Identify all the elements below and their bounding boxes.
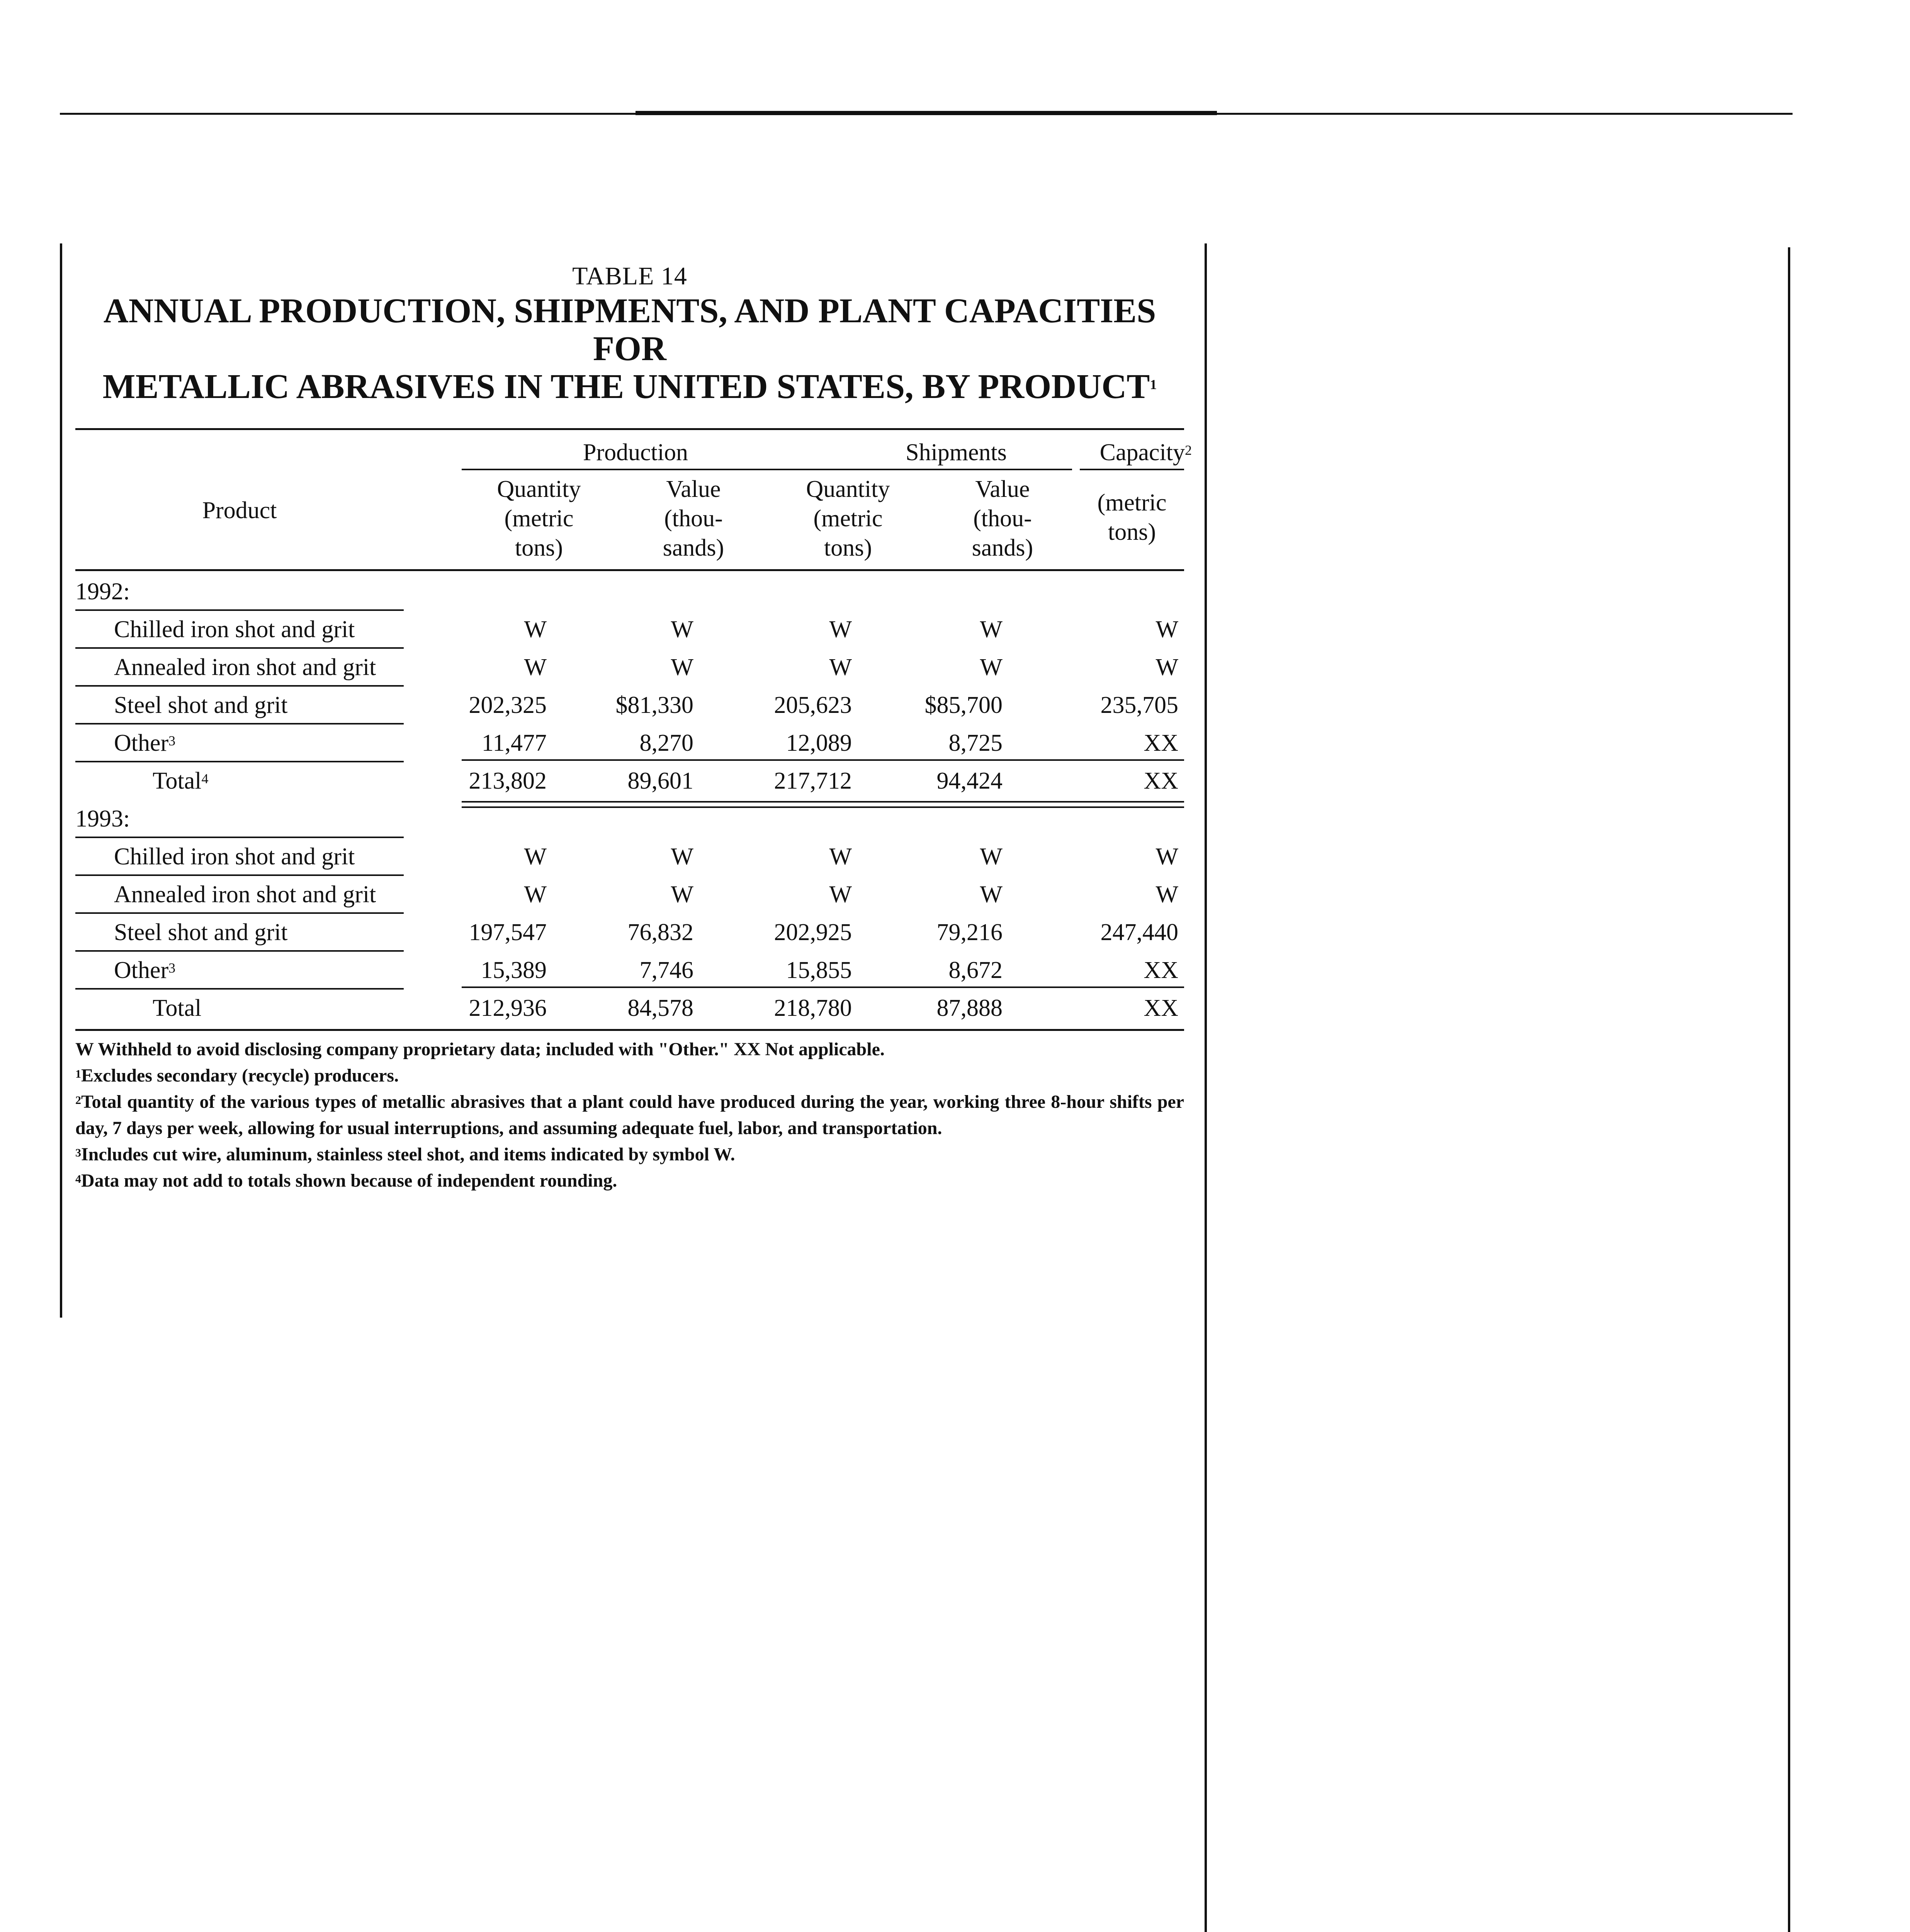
product-name-text: Other — [114, 957, 169, 983]
cell-cap: XX — [1144, 957, 1178, 983]
table-title-line2-text: METALLIC ABRASIVES IN THE UNITED STATES, BY PRODUCT — [102, 367, 1150, 406]
table-number: TABLE 14 — [572, 262, 687, 290]
middle-column-rule — [1205, 243, 1207, 1932]
subtotal-rule — [608, 759, 771, 761]
cell-pv: 76,832 — [627, 919, 693, 946]
cell-sv: 8,672 — [948, 957, 1003, 983]
subtotal-rule — [918, 986, 1080, 988]
table-block — [75, 262, 1192, 1194]
header-prod-value-l3: sands) — [663, 535, 724, 561]
row-rule — [75, 685, 404, 687]
header-prod-value-l2: (thou- — [664, 505, 723, 532]
cell-cap: 235,705 — [1100, 692, 1178, 718]
footnote-1-mark: 1 — [75, 1068, 81, 1080]
header-product: Product — [202, 497, 277, 524]
cell-pv: W — [671, 654, 693, 680]
cell-pv: 7,746 — [639, 957, 693, 983]
product-name-text: Annealed iron shot and grit — [114, 881, 376, 908]
header-ship-quantity-l1: Quantity — [806, 476, 890, 502]
row-rule — [75, 988, 404, 990]
product-name-text: Total — [153, 768, 202, 794]
footnote-1 — [75, 1063, 1184, 1089]
right-column-rule — [1788, 247, 1790, 1932]
cell-sv: $85,700 — [924, 692, 1003, 718]
cell-sq: W — [829, 881, 852, 908]
cell-sv: W — [980, 844, 1003, 870]
subtotal-rule — [608, 986, 771, 988]
cell-cap: XX — [1144, 768, 1178, 794]
footnote-4 — [75, 1168, 1184, 1194]
product-name — [114, 615, 355, 644]
total-double-rule — [608, 806, 771, 808]
cell-cap: W — [1156, 844, 1178, 870]
product-name — [114, 880, 376, 909]
subtotal-rule — [767, 759, 929, 761]
header-prod-value — [616, 474, 771, 563]
footnote-3-text: Includes cut wire, aluminum, stainless steel shot, and items indicated by symbol W. — [81, 1144, 735, 1165]
cell-pq: W — [524, 881, 547, 908]
subtotal-rule — [767, 986, 929, 988]
footnote-mark: 3 — [168, 733, 176, 748]
product-name-text: Other — [114, 730, 169, 756]
product-name-text: Chilled iron shot and grit — [114, 616, 355, 643]
footnote-2 — [75, 1089, 1184, 1141]
cell-cap: W — [1156, 616, 1178, 643]
header-prod-quantity-l2: (metric — [504, 505, 574, 532]
cell-pv: 89,601 — [627, 768, 693, 794]
footnotes — [75, 1036, 1184, 1194]
header-prod-value-l1: Value — [666, 476, 721, 502]
cell-sq: W — [829, 616, 852, 643]
product-name-text: Total — [153, 995, 202, 1021]
footnote-mark: 3 — [168, 960, 176, 976]
header-ship-value-l1: Value — [975, 476, 1030, 502]
header-capacity — [1060, 438, 1192, 467]
cell-sv: W — [980, 616, 1003, 643]
subtotal-rule — [918, 759, 1080, 761]
cell-pq: 202,325 — [469, 692, 547, 718]
capacity-footnote-mark: 2 — [1185, 442, 1192, 458]
product-name-text: Annealed iron shot and grit — [114, 654, 376, 680]
cell-cap: W — [1156, 654, 1178, 680]
table-title-line2 — [75, 368, 1184, 406]
header-prod-quantity-l3: tons) — [515, 535, 563, 561]
footnote-mark: 4 — [201, 771, 209, 786]
shipments-underline — [763, 469, 1072, 470]
total-label — [153, 766, 209, 796]
footnote-w: W Withheld to avoid disclosing company proprietary data; included with "Other." XX Not applicable. — [75, 1039, 885, 1060]
total-double-rule — [767, 806, 929, 808]
header-shipments: Shipments — [906, 439, 1007, 466]
header-ship-value-l3: sands) — [972, 535, 1033, 561]
row-rule — [75, 723, 404, 724]
row-rule — [75, 950, 404, 952]
header-capacity-l2: tons) — [1108, 519, 1156, 545]
header-capacity-l1: (metric — [1097, 490, 1167, 516]
product-name-text: Steel shot and grit — [114, 692, 288, 718]
year-label: 1993: — [75, 806, 130, 832]
table-title — [75, 292, 1184, 406]
cell-sq: 12,089 — [786, 730, 852, 756]
cell-pv: W — [671, 881, 693, 908]
total-double-rule — [462, 801, 624, 803]
cell-pq: W — [524, 616, 547, 643]
left-column-rule — [60, 243, 62, 1318]
cell-pv: W — [671, 844, 693, 870]
footnote-2-text: Total quantity of the various types of metallic abrasives that a plant could have produced during the year, working three 8-hour shifts per day, 7 days per week, allowing for usual interruptions, and assuming adequate fuel, labor, and transportation. — [75, 1092, 1184, 1138]
table-bottom-rule — [75, 1029, 1184, 1031]
row-rule — [75, 761, 404, 762]
total-double-rule — [1072, 806, 1184, 808]
cell-sq: 15,855 — [786, 957, 852, 983]
row-rule — [75, 609, 404, 611]
footnote-4-mark: 4 — [75, 1173, 81, 1185]
total-double-rule — [608, 801, 771, 803]
product-name — [114, 956, 175, 985]
cell-sv: 79,216 — [936, 919, 1003, 946]
cell-sv: 94,424 — [936, 768, 1003, 794]
cell-sq: W — [829, 844, 852, 870]
cell-sv: 8,725 — [948, 730, 1003, 756]
title-footnote-mark: 1 — [1150, 377, 1157, 392]
table-title-line1: ANNUAL PRODUCTION, SHIPMENTS, AND PLANT CAPACITIES FOR — [103, 292, 1156, 368]
footnote-3-mark: 3 — [75, 1146, 81, 1159]
cell-pv: 84,578 — [627, 995, 693, 1021]
subtotal-rule — [1072, 759, 1184, 761]
product-name — [114, 653, 376, 682]
subtotal-rule — [1072, 986, 1184, 988]
cell-pq: W — [524, 844, 547, 870]
cell-sv: W — [980, 881, 1003, 908]
row-rule — [75, 837, 404, 838]
cell-pq: 213,802 — [469, 768, 547, 794]
header-ship-quantity — [771, 474, 925, 563]
cell-pv: $81,330 — [615, 692, 693, 718]
footnote-2-mark: 2 — [75, 1094, 81, 1107]
total-double-rule — [918, 806, 1080, 808]
cell-cap: XX — [1144, 730, 1178, 756]
cell-pq: 11,477 — [481, 730, 547, 756]
footnote-1-text: Excludes secondary (recycle) producers. — [81, 1065, 399, 1086]
production-underline — [462, 469, 809, 470]
product-name — [114, 918, 287, 947]
subtotal-rule — [462, 986, 624, 988]
header-prod-quantity — [462, 474, 616, 563]
total-label — [153, 993, 202, 1023]
cell-cap: 247,440 — [1100, 919, 1178, 946]
cell-pv: 8,270 — [639, 730, 693, 756]
cell-pq: 15,389 — [481, 957, 547, 983]
cell-sv: 87,888 — [936, 995, 1003, 1021]
cell-sv: W — [980, 654, 1003, 680]
footnote-3 — [75, 1141, 1184, 1168]
data-table — [75, 430, 1192, 1029]
cell-pq: 212,936 — [469, 995, 547, 1021]
cell-sq: 202,925 — [774, 919, 852, 946]
subtotal-rule — [462, 759, 624, 761]
top-rule-accent — [636, 111, 1217, 115]
header-bottom-rule — [75, 569, 1184, 571]
product-name-text: Chilled iron shot and grit — [114, 844, 355, 870]
header-ship-value — [925, 474, 1080, 563]
cell-cap: XX — [1144, 995, 1178, 1021]
header-ship-quantity-l3: tons) — [824, 535, 872, 561]
footnote-4-text: Data may not add to totals shown because of independent rounding. — [81, 1170, 617, 1191]
header-ship-value-l2: (thou- — [973, 505, 1032, 532]
row-rule — [75, 874, 404, 876]
cell-pq: 197,547 — [469, 919, 547, 946]
cell-pv: W — [671, 616, 693, 643]
product-name — [114, 690, 287, 720]
cell-sq: 217,712 — [774, 768, 852, 794]
cell-cap: W — [1156, 881, 1178, 908]
row-rule — [75, 912, 404, 914]
year-label: 1992: — [75, 578, 130, 605]
header-capacity-text: Capacity — [1099, 439, 1185, 466]
product-name — [114, 728, 175, 758]
total-double-rule — [767, 801, 929, 803]
total-double-rule — [918, 801, 1080, 803]
cell-sq: W — [829, 654, 852, 680]
header-prod-quantity-l1: Quantity — [497, 476, 581, 502]
product-name-text: Steel shot and grit — [114, 919, 288, 946]
row-rule — [75, 647, 404, 649]
cell-sq: 205,623 — [774, 692, 852, 718]
header-production: Production — [583, 439, 688, 466]
total-double-rule — [462, 806, 624, 808]
cell-pq: W — [524, 654, 547, 680]
total-double-rule — [1072, 801, 1184, 803]
cell-sq: 218,780 — [774, 995, 852, 1021]
capacity-underline — [1080, 469, 1184, 470]
header-ship-quantity-l2: (metric — [813, 505, 883, 532]
product-name — [114, 842, 355, 871]
header-capacity-units — [1080, 488, 1184, 547]
